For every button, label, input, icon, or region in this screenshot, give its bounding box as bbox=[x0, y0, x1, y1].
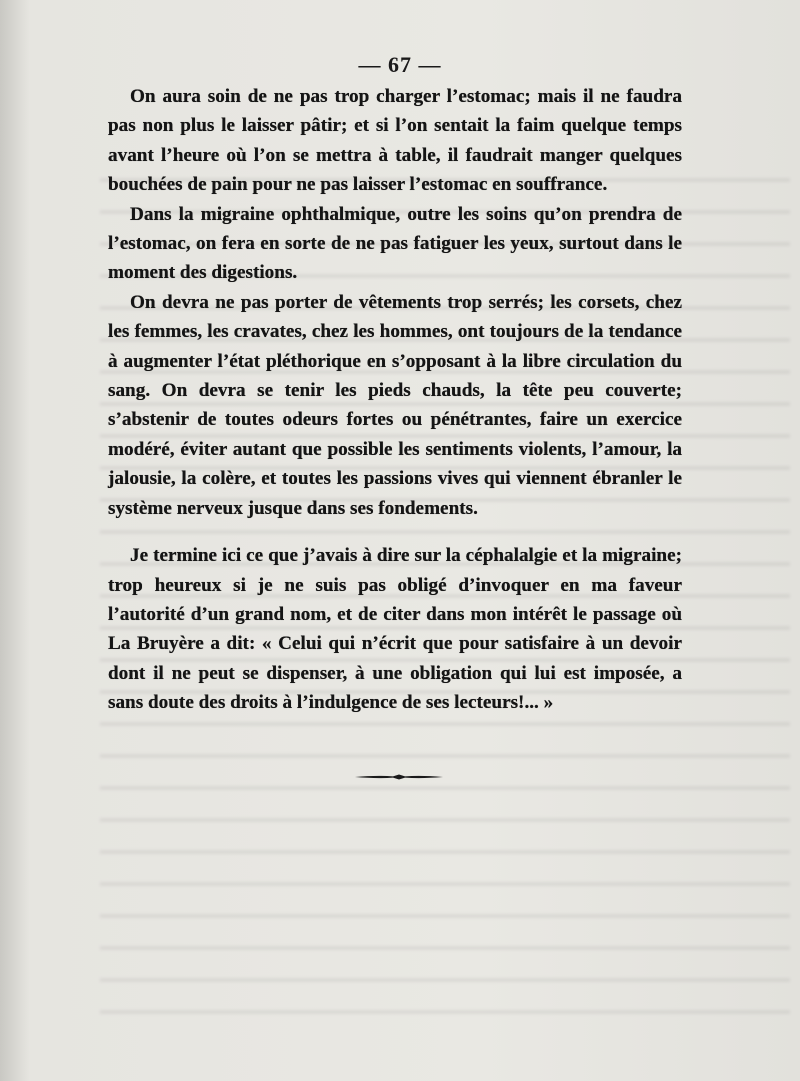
paragraph-3: On devra ne pas porter de vêtements trop serrés; les corsets, chez les femmes, les cravates, chez les hommes, ont toujours de la tendance à augmenter l’état pléthorique en s’opposant à la libre circulation du sang. On devra se tenir les pieds chauds, la tête peu couverte; s’abstenir de toutes odeurs fortes ou pénétrantes, faire un exercice modéré, éviter autant que possible les sentiments violents, l’amour, la jalousie, la colère, et toutes les passions vives qui viennent ébranler le système nerveux jusque dans ses fondements. bbox=[108, 291, 682, 519]
paragraph-2: Dans la migraine ophthalmique, outre les soins qu’on prendra de l’estomac, on fera en sorte de ne pas fatiguer les yeux, surtout dans le moment des digestions. bbox=[108, 203, 682, 284]
ornamental-divider bbox=[355, 773, 443, 781]
paragraph-1: On aura soin de ne pas trop charger l’estomac; mais il ne faudra pas non plus le laisser pâtir; et si l’on sentait la faim quelque temps avant l’heure où l’on se mettra à table, il faudrait manger quelques bouchées de pain pour ne pas laisser l’estomac en souffrance. bbox=[108, 86, 682, 196]
body-text bbox=[108, 82, 682, 718]
page-number: — 67 — bbox=[358, 52, 442, 77]
paragraph-4: Je termine ici ce que j’avais à dire sur la céphalalgie et la migraine; trop heureux si je ne suis pas obligé d’invoquer en ma faveur l’autorité d’un grand nom, et de citer dans mon intérêt le passage où La Bruyère a dit: « Celui qui n’écrit que pour satisfaire à un devoir dont il ne peut se dispenser, à une obligation qui lui est imposée, a sans doute des droits à l’indulgence de ses lecteurs!... » bbox=[108, 545, 682, 714]
